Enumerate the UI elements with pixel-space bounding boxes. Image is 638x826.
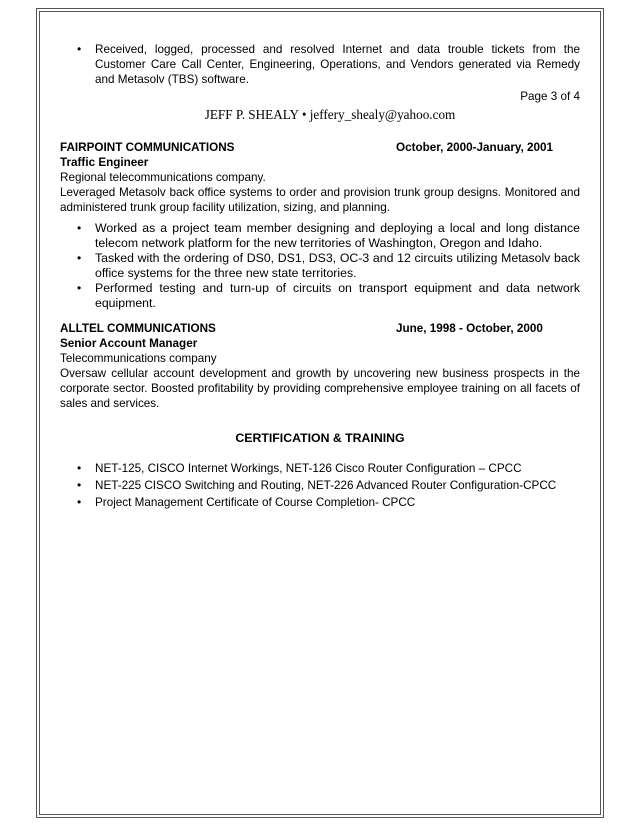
job-fairpoint <box>60 140 580 311</box>
job-heading <box>60 140 580 155</box>
list-item: • Worked as a project team member designing and deploying a local and long distance telecom network platform for the new territories of Washington, Oregon and Idaho. <box>60 221 580 251</box>
list-item: • Performed testing and turn-up of circuits on transport equipment and data network equipment. <box>60 281 580 311</box>
job-dates: October, 2000-January, 2001 <box>396 141 554 154</box>
header-name: JEFF P. SHEALY <box>204 107 299 122</box>
company-description: Telecommunications company <box>60 352 217 365</box>
job-summary: Leveraged Metasolv back office systems to order and provision trunk group designs. Monitored and administered trunk group facility utilization, sizing, and planning. <box>60 186 580 214</box>
list-item: • Project Management Certificate of Course Completion- CPCC <box>60 494 580 511</box>
job-dates: June, 1998 - October, 2000 <box>396 322 543 335</box>
list-item: • NET-225 CISCO Switching and Routing, NET-226 Advanced Router Configuration-CPCC <box>60 477 580 494</box>
job-summary: Oversaw cellular account development and growth by uncovering new business prospects in the corporate sector. Boosted profitability by providing comprehensive employee training on all facets of sales and services. <box>60 367 580 410</box>
list-item: • Tasked with the ordering of DS0, DS1, DS3, OC-3 and 12 circuits utilizing Metasolv back office systems for the three new state territories. <box>60 251 580 281</box>
job-bullets <box>60 221 580 311</box>
job-company: ALLTEL COMMUNICATIONS <box>60 322 216 335</box>
section-title-certification: CERTIFICATION & TRAINING <box>235 431 405 445</box>
page-number: Page 3 of 4 <box>520 90 580 103</box>
list-item: • NET-125, CISCO Internet Workings, NET-126 Cisco Router Configuration – CPCC <box>60 460 580 477</box>
running-header <box>80 107 580 122</box>
company-description: Regional telecommunications company. <box>60 171 266 184</box>
header-separator: • <box>301 107 307 122</box>
previous-job-bullets <box>60 42 580 87</box>
resume-content <box>60 42 580 511</box>
job-title: Senior Account Manager <box>60 337 198 350</box>
certification-list <box>60 460 580 511</box>
job-alltel <box>60 321 580 411</box>
job-company: FAIRPOINT COMMUNICATIONS <box>60 141 235 154</box>
job-heading <box>60 321 580 336</box>
job-title: Traffic Engineer <box>60 156 149 169</box>
list-item: • Received, logged, processed and resolved Internet and data trouble tickets from the Customer Care Call Center, Engineering, Operations, and Vendors generated via Remedy and Metasolv (TBS) software. <box>60 42 580 87</box>
header-email: jeffery_shealy@yahoo.com <box>309 107 456 122</box>
